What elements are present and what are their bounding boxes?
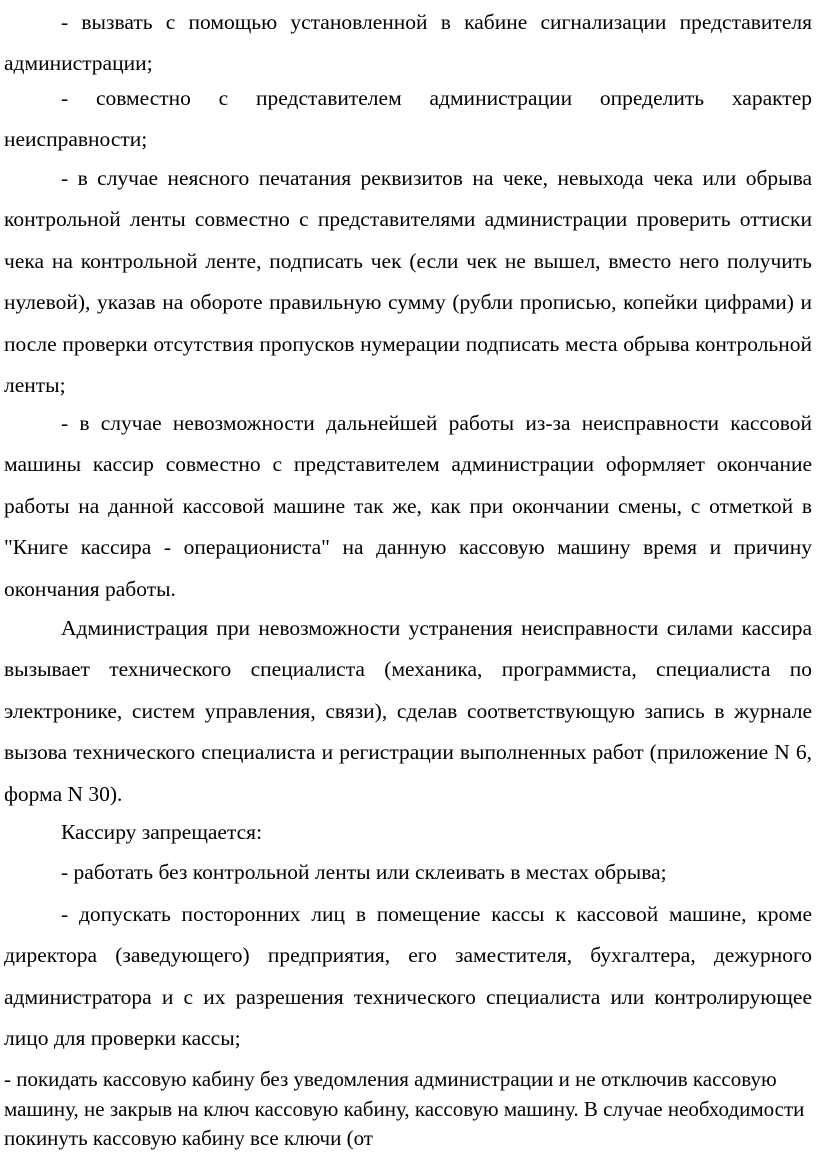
paragraph-end-work: - в случае невозможности дальнейшей работы из-за неисправности кассовой машины кассир совместно с представителем администрации оформляет окончание работы на данной кассовой машине так же, как при окончании смены, с отметкой в "Книге кассира - операциониста" на данную кассовую машину время и причину окончания работы.: [4, 411, 812, 601]
paragraph-call-administration: - вызвать с помощью установленной в кабине сигнализации представителя администрации;: [4, 10, 812, 76]
paragraph-prohibited-heading: Кассиру запрещается:: [61, 820, 263, 844]
paragraph-leaving-booth: - покидать кассовую кабину без уведомления администрации и не отключив кассовую машину, не закрыв на ключ кассовую кабину, кассовую машину. В случае необходимости покинуть кассовую кабину все ключи (от: [4, 1067, 805, 1150]
paragraph-administration-specialist: Администрация при невозможности устранения неисправности силами кассира вызывает технического специалиста (механика, программиста, специалиста по электронике, систем управления, связи), сделав соответствующую запись в журнале вызова технического специалиста и регистрации выполненных работ (приложение N 6, форма N 30).: [4, 616, 812, 806]
paragraph-receipt-check: - в случае неясного печатания реквизитов на чеке, невыхода чека или обрыва контрольной ленты совместно с представителями администрации проверить оттиски чека на контрольной ленте, подписать чек (если чек не вышел, вместо него получить нулевой), указав на обороте правильную сумму (рубли прописью, копейки цифрами) и после проверки отсутствия пропусков нумерации подписать места обрыва контрольной ленты;: [4, 166, 812, 398]
paragraph-no-control-tape: - работать без контрольной ленты или склеивать в местах обрыва;: [61, 860, 667, 884]
paragraph-unauthorized-persons: - допускать посторонних лиц в помещение кассы к кассовой машине, кроме директора (заведующего) предприятия, его заместителя, бухгалтера, дежурного администратора и с их разрешения технического специалиста или контролирующее лицо для проверки кассы;: [4, 902, 812, 1051]
paragraph-determine-fault: - совместно с представителем администрации определить характер неисправности;: [4, 86, 812, 152]
